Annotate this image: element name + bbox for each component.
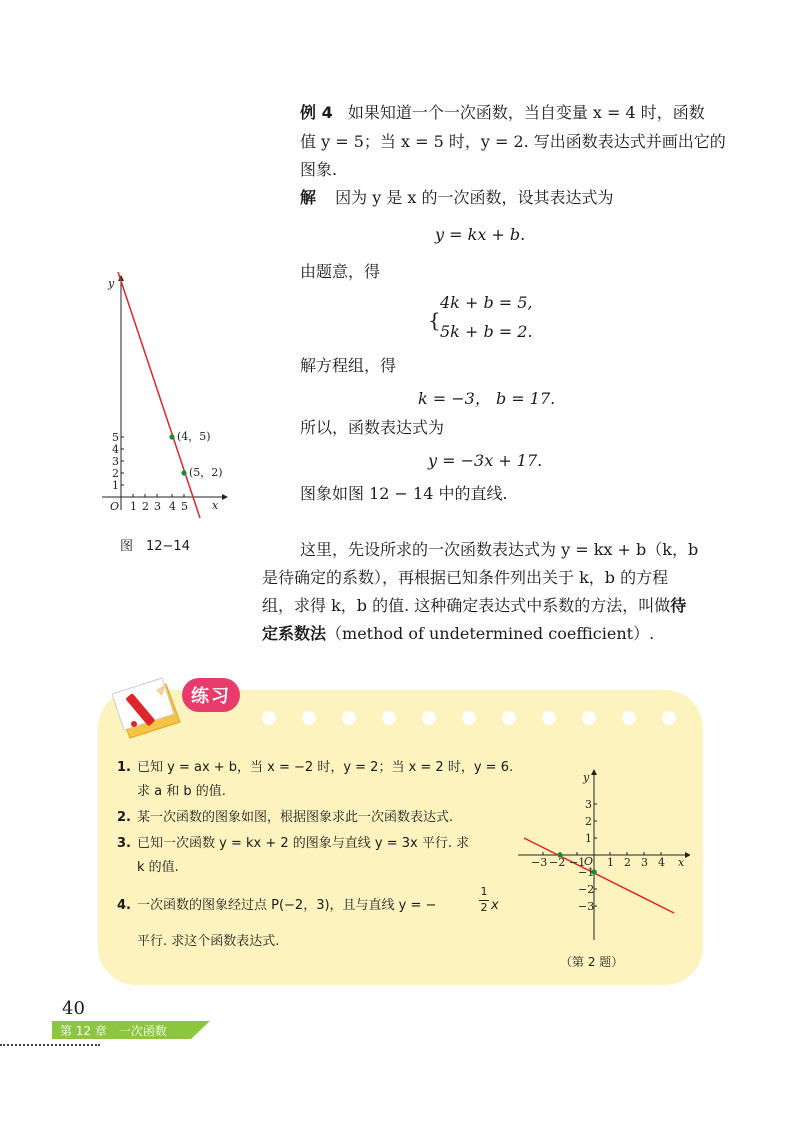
fig2-x-label: x (678, 856, 685, 869)
exercise-4-text-1: 一次函数的图象经过点 P(−2，3)，且与直线 y = − (137, 898, 437, 913)
figure-question-2 (510, 765, 690, 945)
exercise-1-line-1 (117, 759, 513, 777)
fig1-y-label: y (108, 277, 115, 290)
example-line-3: 图象. (300, 160, 338, 179)
fig1-point-b-label: (5，2) (189, 466, 223, 479)
term-part-2: 定系数法 (262, 624, 327, 643)
fig2-x-tick-1: 1 (607, 856, 614, 869)
result-equation: k = −3， b = 17. (418, 389, 556, 408)
fig1-y-tick-1: 1 (112, 479, 119, 492)
decor-dot (262, 711, 276, 725)
fig2-x-tick-4: 4 (658, 856, 665, 869)
explanation-line-1: 这里，先设所求的一次函数表达式为 y = kx + b（k，b (300, 540, 699, 559)
fig2-y-tick-neg-3: −3 (578, 900, 595, 913)
exercise-4-line-2: 平行. 求这个函数表达式. (137, 934, 280, 949)
page-number: 40 (62, 998, 85, 1019)
example-line-1 (300, 103, 705, 123)
pencil-note-icon (108, 672, 188, 740)
fig1-x-tick-4: 4 (169, 500, 176, 513)
exercise-4-fraction-variable: x (491, 898, 499, 913)
fig2-x-tick-3: 3 (641, 856, 648, 869)
decor-dot (382, 711, 396, 725)
fig1-y-tick-3: 3 (112, 455, 119, 468)
term-part-1: 待 (670, 596, 687, 615)
fig1-x-tick-2: 2 (142, 500, 149, 513)
practice-title: 练习 (191, 686, 231, 707)
exercise-1-text-1: 已知 y = ax + b，当 x = −2 时，y = 2；当 x = 2 时，y = 6. (137, 760, 514, 775)
figure-caption-12-14: 图 12−14 (120, 539, 190, 554)
fig2-function-line (524, 838, 674, 913)
fig1-y-tick-4: 4 (112, 443, 119, 456)
explanation-line-2: 是待确定的系数），再根据已知条件列出关于 k，b 的方程 (262, 568, 669, 587)
chapter-label: 第 12 章 一次函数 (60, 1024, 167, 1038)
graph-reference: 图象如图 12 − 14 中的直线. (300, 484, 508, 503)
therefore-text: 所以，函数表达式为 (300, 418, 445, 437)
solution-intro: 因为 y 是 x 的一次函数，设其表达式为 (335, 188, 614, 207)
fig2-x-tick-neg-3: −3 (531, 856, 548, 869)
fig1-y-tick-2: 2 (112, 467, 119, 480)
exercise-2-number: 2. (117, 810, 131, 825)
fig2-x-tick-neg-2: −2 (549, 856, 566, 869)
solution-label: 解 (300, 188, 317, 207)
explanation-text-3: 组，求得 k，b 的值. 这种确定表达式中系数的方法，叫做 (262, 596, 671, 615)
example-text-1: 如果知道一个一次函数，当自变量 x = 4 时，函数 (347, 103, 705, 122)
exercise-3-text-1: 已知一次函数 y = kx + 2 的图象与直线 y = 3x 平行. 求 (137, 836, 470, 851)
exercise-3-number: 3. (117, 836, 131, 851)
fig2-y-tick-neg-1: −1 (578, 866, 595, 879)
example-line-2: 值 y = 5；当 x = 5 时，y = 2. 写出函数表达式并画出它的 (300, 132, 726, 151)
fig2-origin: O (584, 855, 594, 868)
exercise-4-line-1 (117, 897, 436, 915)
fig1-function-line (118, 272, 200, 518)
fig2-x-tick-2: 2 (624, 856, 631, 869)
exercise-3-line-1 (117, 835, 469, 853)
fig1-x-tick-3: 3 (154, 500, 161, 513)
given-text: 由题意，得 (300, 262, 381, 281)
fig2-y-label: y (583, 771, 590, 784)
system-eq-2: 5k + b = 2. (440, 322, 533, 341)
equation-general: y = kx + b. (435, 225, 526, 244)
exercise-2-text-1: 某一次函数的图象如图，根据图象求此一次函数表达式. (137, 810, 454, 825)
decor-dot (302, 711, 316, 725)
footer-dotted-rule (0, 1044, 100, 1046)
fig2-y-tick-1: 1 (585, 832, 592, 845)
fig1-x-tick-5: 5 (181, 500, 188, 513)
solve-text: 解方程组，得 (300, 356, 397, 375)
exercise-4-number: 4. (117, 898, 131, 913)
fig1-x-tick-1: 1 (130, 500, 137, 513)
fig2-y-tick-3: 3 (585, 798, 592, 811)
fig1-y-tick-5: 5 (112, 431, 119, 444)
explanation-line-3 (262, 596, 686, 616)
exercise-2-line-1 (117, 809, 453, 827)
exercise-4-fraction-numerator: 1 (480, 885, 488, 898)
fig2-y-tick-2: 2 (585, 815, 592, 828)
decor-dot (502, 711, 516, 725)
fig1-point-a-label: (4，5) (177, 430, 211, 443)
exercise-3-line-2: k 的值. (137, 860, 179, 875)
figure-caption-question-2: （第 2 题） (560, 955, 624, 969)
solution-intro-line (300, 188, 614, 208)
system-brace: { (428, 308, 441, 332)
final-equation: y = −3x + 17. (428, 451, 543, 470)
exercise-1-line-2: 求 a 和 b 的值. (137, 784, 226, 799)
example-label: 例 4 (300, 103, 333, 122)
figure-12-14 (95, 265, 235, 525)
fig2-y-tick-neg-2: −2 (578, 883, 595, 896)
decor-dot (542, 711, 556, 725)
decor-dot (462, 711, 476, 725)
fig1-point-b (181, 470, 186, 475)
exercise-1-number: 1. (117, 760, 131, 775)
fig1-origin: O (110, 500, 120, 513)
decor-dot (662, 711, 676, 725)
fig1-x-label: x (212, 499, 219, 512)
explanation-text-4: （method of undetermined coefficient）. (326, 624, 655, 643)
fig2-x-tick-neg-1: −1 (569, 856, 586, 869)
explanation-line-4 (262, 624, 654, 644)
decor-dot (342, 711, 356, 725)
decor-dot (422, 711, 436, 725)
decor-dot (582, 711, 596, 725)
system-eq-1: 4k + b = 5, (440, 293, 533, 312)
fig1-point-a (169, 434, 174, 439)
decor-dot (622, 711, 636, 725)
exercise-4-fraction-denominator: 2 (480, 901, 488, 914)
